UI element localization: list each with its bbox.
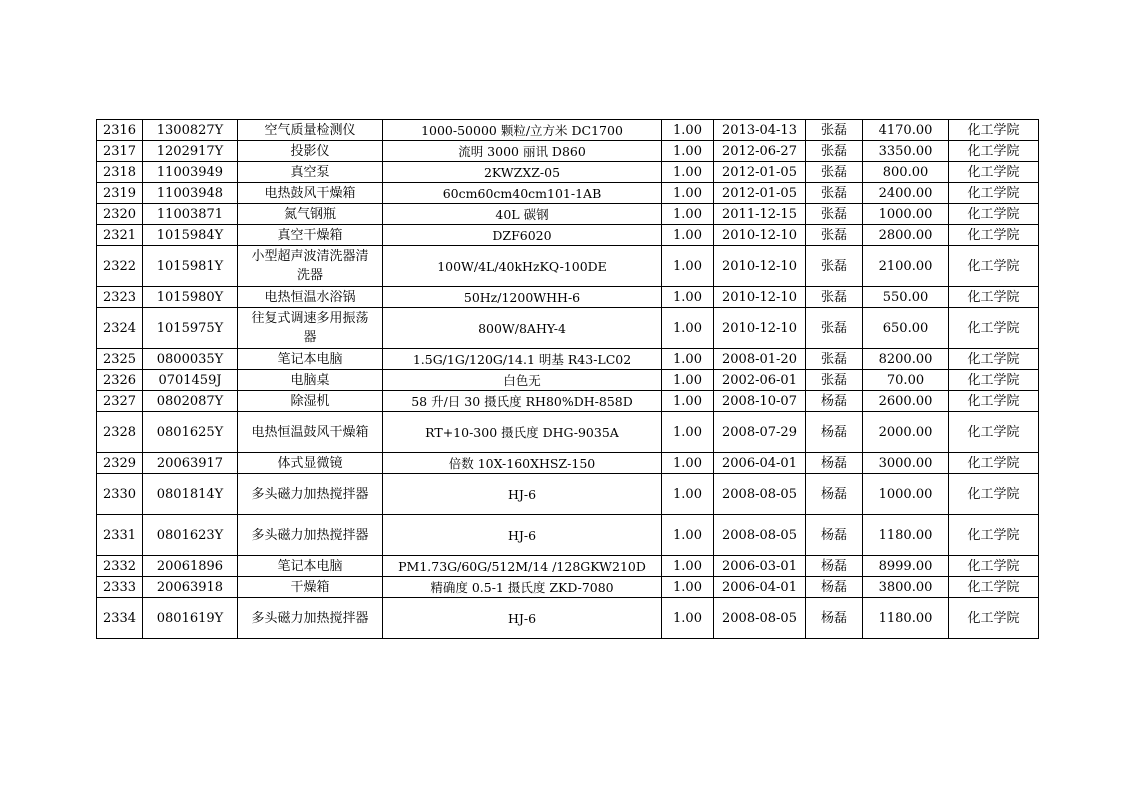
- department-cell: 化工学院: [949, 349, 1039, 370]
- asset-name-cell: 电热鼓风干燥箱: [238, 183, 383, 204]
- date-cell: 2012-06-27: [714, 141, 806, 162]
- asset-code-cell: 20063917: [143, 453, 238, 474]
- custodian-cell: 张磊: [806, 308, 863, 349]
- date-cell: 2008-08-05: [714, 598, 806, 639]
- row-number-cell: 2318: [97, 162, 143, 183]
- date-cell: 2008-07-29: [714, 412, 806, 453]
- asset-name-cell: 真空泵: [238, 162, 383, 183]
- department-cell: 化工学院: [949, 412, 1039, 453]
- asset-code-cell: 11003949: [143, 162, 238, 183]
- department-cell: 化工学院: [949, 225, 1039, 246]
- department-cell: 化工学院: [949, 183, 1039, 204]
- custodian-cell: 杨磊: [806, 412, 863, 453]
- asset-name-cell: 小型超声波清洗器清洗器: [238, 246, 383, 287]
- asset-code-cell: 0801619Y: [143, 598, 238, 639]
- row-number-cell: 2333: [97, 577, 143, 598]
- date-cell: 2008-08-05: [714, 474, 806, 515]
- custodian-cell: 杨磊: [806, 515, 863, 556]
- spec-cell: 1.5G/1G/120G/14.1 明基 R43-LC02: [383, 349, 662, 370]
- spec-cell: 60cm60cm40cm101-1AB: [383, 183, 662, 204]
- price-cell: 2800.00: [863, 225, 949, 246]
- price-cell: 2400.00: [863, 183, 949, 204]
- price-cell: 550.00: [863, 287, 949, 308]
- table-row: [97, 225, 1039, 246]
- spec-cell: RT+10-300 摄氏度 DHG-9035A: [383, 412, 662, 453]
- asset-code-cell: 0800035Y: [143, 349, 238, 370]
- row-number-cell: 2331: [97, 515, 143, 556]
- asset-name-cell: 干燥箱: [238, 577, 383, 598]
- table-row: [97, 515, 1039, 556]
- table-row: [97, 556, 1039, 577]
- asset-name-cell: 电脑桌: [238, 370, 383, 391]
- asset-code-cell: 20063918: [143, 577, 238, 598]
- department-cell: 化工学院: [949, 120, 1039, 141]
- asset-code-cell: 1015984Y: [143, 225, 238, 246]
- date-cell: 2006-04-01: [714, 577, 806, 598]
- asset-name-cell: 多头磁力加热搅拌器: [238, 598, 383, 639]
- custodian-cell: 张磊: [806, 287, 863, 308]
- table-row: [97, 349, 1039, 370]
- quantity-cell: 1.00: [662, 577, 714, 598]
- quantity-cell: 1.00: [662, 453, 714, 474]
- spec-cell: 50Hz/1200WHH-6: [383, 287, 662, 308]
- asset-name-cell: 电热恒温鼓风干燥箱: [238, 412, 383, 453]
- asset-code-cell: 20061896: [143, 556, 238, 577]
- date-cell: 2008-10-07: [714, 391, 806, 412]
- price-cell: 1180.00: [863, 515, 949, 556]
- spec-cell: DZF6020: [383, 225, 662, 246]
- date-cell: 2013-04-13: [714, 120, 806, 141]
- row-number-cell: 2330: [97, 474, 143, 515]
- department-cell: 化工学院: [949, 391, 1039, 412]
- table-row: [97, 370, 1039, 391]
- spec-cell: 2KWZXZ-05: [383, 162, 662, 183]
- asset-name-cell: 除湿机: [238, 391, 383, 412]
- row-number-cell: 2321: [97, 225, 143, 246]
- table-row: [97, 453, 1039, 474]
- spec-cell: 倍数 10X-160XHSZ-150: [383, 453, 662, 474]
- price-cell: 2600.00: [863, 391, 949, 412]
- table-row: [97, 183, 1039, 204]
- asset-name-cell: 体式显微镜: [238, 453, 383, 474]
- spec-cell: 流明 3000 丽讯 D860: [383, 141, 662, 162]
- price-cell: 800.00: [863, 162, 949, 183]
- custodian-cell: 张磊: [806, 370, 863, 391]
- spec-cell: 白色无: [383, 370, 662, 391]
- price-cell: 3800.00: [863, 577, 949, 598]
- quantity-cell: 1.00: [662, 370, 714, 391]
- asset-name-cell: 多头磁力加热搅拌器: [238, 474, 383, 515]
- custodian-cell: 杨磊: [806, 577, 863, 598]
- department-cell: 化工学院: [949, 453, 1039, 474]
- price-cell: 8999.00: [863, 556, 949, 577]
- table-body: [97, 120, 1039, 639]
- custodian-cell: 张磊: [806, 162, 863, 183]
- department-cell: 化工学院: [949, 370, 1039, 391]
- row-number-cell: 2324: [97, 308, 143, 349]
- row-number-cell: 2329: [97, 453, 143, 474]
- department-cell: 化工学院: [949, 556, 1039, 577]
- department-cell: 化工学院: [949, 141, 1039, 162]
- spec-cell: HJ-6: [383, 474, 662, 515]
- price-cell: 4170.00: [863, 120, 949, 141]
- custodian-cell: 张磊: [806, 349, 863, 370]
- date-cell: 2002-06-01: [714, 370, 806, 391]
- table-row: [97, 577, 1039, 598]
- department-cell: 化工学院: [949, 204, 1039, 225]
- price-cell: 2100.00: [863, 246, 949, 287]
- table-row: [97, 412, 1039, 453]
- custodian-cell: 张磊: [806, 183, 863, 204]
- custodian-cell: 杨磊: [806, 453, 863, 474]
- date-cell: 2010-12-10: [714, 287, 806, 308]
- department-cell: 化工学院: [949, 515, 1039, 556]
- asset-name-cell: 投影仪: [238, 141, 383, 162]
- quantity-cell: 1.00: [662, 349, 714, 370]
- date-cell: 2006-04-01: [714, 453, 806, 474]
- department-cell: 化工学院: [949, 598, 1039, 639]
- spec-cell: 58 升/日 30 摄氏度 RH80%DH-858D: [383, 391, 662, 412]
- row-number-cell: 2328: [97, 412, 143, 453]
- asset-code-cell: 1015975Y: [143, 308, 238, 349]
- department-cell: 化工学院: [949, 287, 1039, 308]
- spec-cell: 1000-50000 颗粒/立方米 DC1700: [383, 120, 662, 141]
- table-row: [97, 391, 1039, 412]
- table-row: [97, 162, 1039, 183]
- date-cell: 2008-01-20: [714, 349, 806, 370]
- asset-code-cell: 1015980Y: [143, 287, 238, 308]
- custodian-cell: 张磊: [806, 246, 863, 287]
- price-cell: 2000.00: [863, 412, 949, 453]
- spec-cell: 800W/8AHY-4: [383, 308, 662, 349]
- quantity-cell: 1.00: [662, 308, 714, 349]
- date-cell: 2010-12-10: [714, 308, 806, 349]
- asset-name-cell: 笔记本电脑: [238, 556, 383, 577]
- date-cell: 2012-01-05: [714, 183, 806, 204]
- asset-table: [96, 119, 1039, 639]
- date-cell: 2010-12-10: [714, 225, 806, 246]
- quantity-cell: 1.00: [662, 412, 714, 453]
- spec-cell: HJ-6: [383, 598, 662, 639]
- asset-name-cell: 笔记本电脑: [238, 349, 383, 370]
- quantity-cell: 1.00: [662, 183, 714, 204]
- quantity-cell: 1.00: [662, 515, 714, 556]
- quantity-cell: 1.00: [662, 204, 714, 225]
- quantity-cell: 1.00: [662, 120, 714, 141]
- date-cell: 2010-12-10: [714, 246, 806, 287]
- asset-name-cell: 电热恒温水浴锅: [238, 287, 383, 308]
- quantity-cell: 1.00: [662, 162, 714, 183]
- row-number-cell: 2320: [97, 204, 143, 225]
- department-cell: 化工学院: [949, 577, 1039, 598]
- spec-cell: 100W/4L/40kHzKQ-100DE: [383, 246, 662, 287]
- department-cell: 化工学院: [949, 308, 1039, 349]
- quantity-cell: 1.00: [662, 391, 714, 412]
- row-number-cell: 2317: [97, 141, 143, 162]
- asset-code-cell: 1300827Y: [143, 120, 238, 141]
- price-cell: 8200.00: [863, 349, 949, 370]
- price-cell: 3350.00: [863, 141, 949, 162]
- custodian-cell: 张磊: [806, 225, 863, 246]
- price-cell: 3000.00: [863, 453, 949, 474]
- asset-code-cell: 11003948: [143, 183, 238, 204]
- asset-code-cell: 11003871: [143, 204, 238, 225]
- custodian-cell: 杨磊: [806, 598, 863, 639]
- price-cell: 1000.00: [863, 204, 949, 225]
- asset-code-cell: 0802087Y: [143, 391, 238, 412]
- price-cell: 1000.00: [863, 474, 949, 515]
- quantity-cell: 1.00: [662, 598, 714, 639]
- quantity-cell: 1.00: [662, 556, 714, 577]
- date-cell: 2006-03-01: [714, 556, 806, 577]
- asset-name-cell: 真空干燥箱: [238, 225, 383, 246]
- row-number-cell: 2319: [97, 183, 143, 204]
- spec-cell: 精确度 0.5-1 摄氏度 ZKD-7080: [383, 577, 662, 598]
- price-cell: 1180.00: [863, 598, 949, 639]
- custodian-cell: 杨磊: [806, 474, 863, 515]
- row-number-cell: 2334: [97, 598, 143, 639]
- row-number-cell: 2322: [97, 246, 143, 287]
- date-cell: 2011-12-15: [714, 204, 806, 225]
- table-row: [97, 246, 1039, 287]
- table-row: [97, 308, 1039, 349]
- table-row: [97, 120, 1039, 141]
- department-cell: 化工学院: [949, 246, 1039, 287]
- quantity-cell: 1.00: [662, 287, 714, 308]
- spec-cell: 40L 碳钢: [383, 204, 662, 225]
- department-cell: 化工学院: [949, 474, 1039, 515]
- quantity-cell: 1.00: [662, 474, 714, 515]
- custodian-cell: 张磊: [806, 141, 863, 162]
- table-row: [97, 287, 1039, 308]
- quantity-cell: 1.00: [662, 141, 714, 162]
- asset-name-cell: 空气质量检测仪: [238, 120, 383, 141]
- price-cell: 70.00: [863, 370, 949, 391]
- quantity-cell: 1.00: [662, 246, 714, 287]
- asset-code-cell: 0701459J: [143, 370, 238, 391]
- asset-code-cell: 0801814Y: [143, 474, 238, 515]
- quantity-cell: 1.00: [662, 225, 714, 246]
- table-row: [97, 598, 1039, 639]
- department-cell: 化工学院: [949, 162, 1039, 183]
- row-number-cell: 2332: [97, 556, 143, 577]
- asset-code-cell: 0801623Y: [143, 515, 238, 556]
- row-number-cell: 2325: [97, 349, 143, 370]
- custodian-cell: 张磊: [806, 120, 863, 141]
- asset-code-cell: 0801625Y: [143, 412, 238, 453]
- custodian-cell: 张磊: [806, 204, 863, 225]
- asset-name-cell: 往复式调速多用振荡器: [238, 308, 383, 349]
- asset-code-cell: 1202917Y: [143, 141, 238, 162]
- date-cell: 2012-01-05: [714, 162, 806, 183]
- row-number-cell: 2326: [97, 370, 143, 391]
- table-row: [97, 474, 1039, 515]
- date-cell: 2008-08-05: [714, 515, 806, 556]
- table-row: [97, 204, 1039, 225]
- table-row: [97, 141, 1039, 162]
- custodian-cell: 杨磊: [806, 391, 863, 412]
- asset-name-cell: 多头磁力加热搅拌器: [238, 515, 383, 556]
- asset-name-cell: 氮气钢瓶: [238, 204, 383, 225]
- price-cell: 650.00: [863, 308, 949, 349]
- asset-code-cell: 1015981Y: [143, 246, 238, 287]
- spec-cell: HJ-6: [383, 515, 662, 556]
- custodian-cell: 杨磊: [806, 556, 863, 577]
- row-number-cell: 2316: [97, 120, 143, 141]
- row-number-cell: 2323: [97, 287, 143, 308]
- spec-cell: PM1.73G/60G/512M/14 /128GKW210D: [383, 556, 662, 577]
- row-number-cell: 2327: [97, 391, 143, 412]
